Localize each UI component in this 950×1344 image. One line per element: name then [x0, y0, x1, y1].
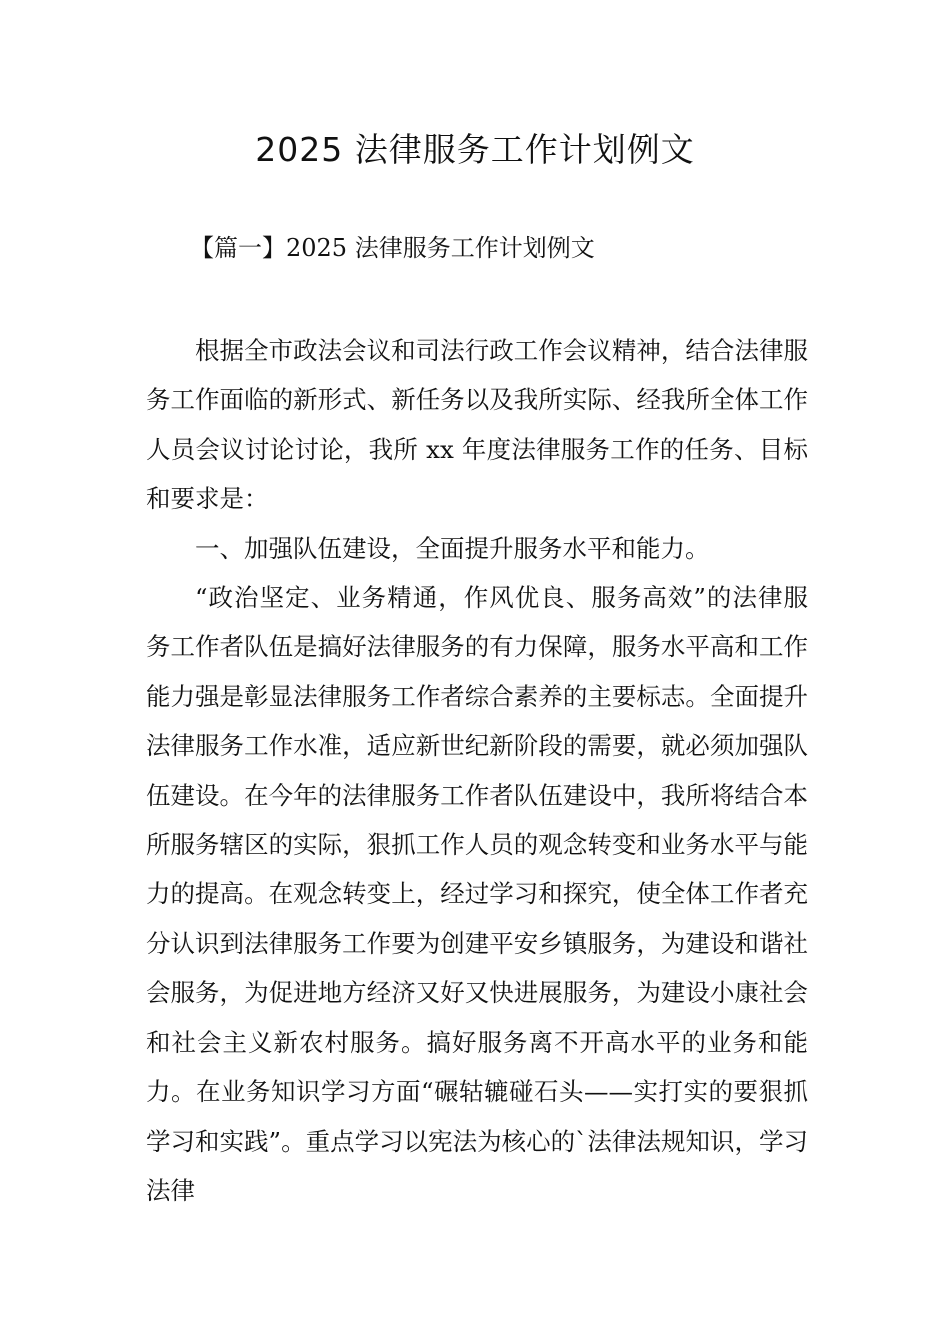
section-heading: 【篇一】2025 法律服务工作计划例文 — [190, 234, 595, 262]
document-title: 2025 法律服务工作计划例文 — [255, 130, 695, 169]
paragraph-intro: 根据全市政法会议和司法行政工作会议精神，结合法律服务工作面临的新形式、新任务以及我所实际、经我所全体工作人员会议讨论讨论，我所 xx 年度法律服务工作的任务、目标和要求是： — [146, 336, 808, 514]
paragraph-point-one: 一、加强队伍建设，全面提升服务水平和能力。 — [195, 533, 710, 563]
paragraph-team-building: “政治坚定、业务精通，作风优良、服务高效”的法律服务工作者队伍是搞好法律服务的有力保障，服务水平高和工作能力强是彰显法律服务工作者综合素养的主要标志。全面提升法律服务工作水准，适应新世纪新阶段的需要，就必须加强队伍建设。在今年的法律服务工作者队伍建设中，我所将结合本所服务辖区的实际，狠抓工作人员的观念转变和业务水平与能力的提高。在观念转变上，经过学习和探究，使全体工作者充分认识到法律服务工作要为创建平安乡镇服务，为建设和谐社会服务，为促进地方经济又好又快进展服务，为建设小康社会和社会主义新农村服务。搞好服务离不开高水平的业务和能力。在业务知识学习方面“碾轱辘碰石头——实打实的要狠抓学习和实践”。重点学习以宪法为核心的`法律法规知识，学习法律 — [146, 583, 808, 1205]
document-body — [146, 326, 808, 1215]
